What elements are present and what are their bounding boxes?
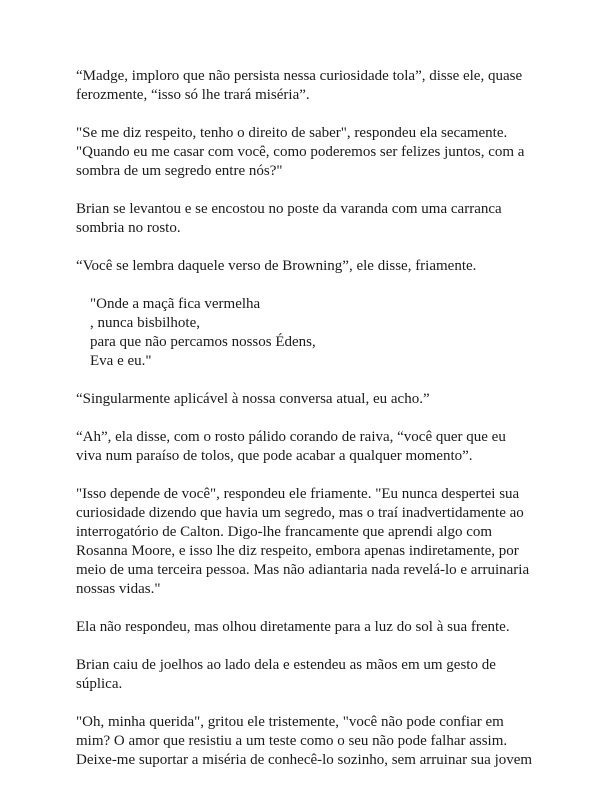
paragraph: [76, 713, 536, 770]
text-line: curiosidade dizendo que havia um segredo, mas o traí inadvertidamente ao: [76, 505, 524, 521]
text-line: mim? O amor que resistiu a um teste como o seu não pode falhar assim.: [76, 733, 508, 749]
verse-line: para que não percamos nossos Édens,: [90, 334, 316, 350]
paragraph: [76, 618, 536, 637]
text-line: viva num paraíso de tolos, que pode acabar a qualquer momento”.: [76, 448, 473, 464]
text-line: "Quando eu me casar com você, como poderemos ser felizes juntos, com a: [76, 144, 525, 160]
text-line: meio de uma terceira pessoa. Mas não adiantaria nada revelá-lo e arruinaria: [76, 562, 530, 578]
text-line: "Se me diz respeito, tenho o direito de saber", respondeu ela secamente.: [76, 125, 508, 141]
paragraph: [76, 428, 536, 466]
text-line: sombria no rosto.: [76, 220, 181, 236]
verse-line: Eva e eu.": [90, 353, 152, 369]
text-line: “Você se lembra daquele verso de Browning”, ele disse, friamente.: [76, 258, 477, 274]
verse-line: "Onde a maçã fica vermelha: [90, 296, 261, 312]
text-line: "Isso depende de você", respondeu ele friamente. "Eu nunca despertei sua: [76, 486, 520, 502]
text-line: sombra de um segredo entre nós?": [76, 163, 283, 179]
text-line: Brian caiu de joelhos ao lado dela e estendeu as mãos em um gesto de: [76, 657, 496, 673]
text-line: "Oh, minha querida", gritou ele tristemente, "você não pode confiar em: [76, 714, 504, 730]
text-line: súplica.: [76, 676, 123, 692]
text-line: Deixe-me suportar a miséria de conhecê-lo sozinho, sem arruinar sua jovem: [76, 752, 533, 768]
verse-block: [90, 295, 536, 371]
text-line: “Madge, imploro que não persista nessa curiosidade tola”, disse ele, quase: [76, 68, 523, 84]
paragraph: [76, 656, 536, 694]
text-line: nossas vidas.": [76, 581, 161, 597]
text-line: Brian se levantou e se encostou no poste da varanda com uma carranca: [76, 201, 502, 217]
document-body: [76, 67, 536, 789]
paragraph: [76, 124, 536, 181]
text-line: Ela não respondeu, mas olhou diretamente para a luz do sol à sua frente.: [76, 619, 510, 635]
text-line: ferozmente, “isso só lhe trará miséria”.: [76, 87, 310, 103]
text-line: Rosanna Moore, e isso lhe diz respeito, embora apenas indiretamente, por: [76, 543, 519, 559]
paragraph: [76, 485, 536, 599]
text-line: “Ah”, ela disse, com o rosto pálido corando de raiva, “você quer que eu: [76, 429, 506, 445]
verse-line: , nunca bisbilhote,: [90, 315, 200, 331]
text-line: interrogatório de Calton. Digo-lhe francamente que aprendi algo com: [76, 524, 493, 540]
paragraph: [76, 200, 536, 238]
paragraph: [76, 67, 536, 105]
paragraph: [76, 390, 536, 409]
text-line: “Singularmente aplicável à nossa conversa atual, eu acho.”: [76, 391, 430, 407]
paragraph: [76, 257, 536, 276]
